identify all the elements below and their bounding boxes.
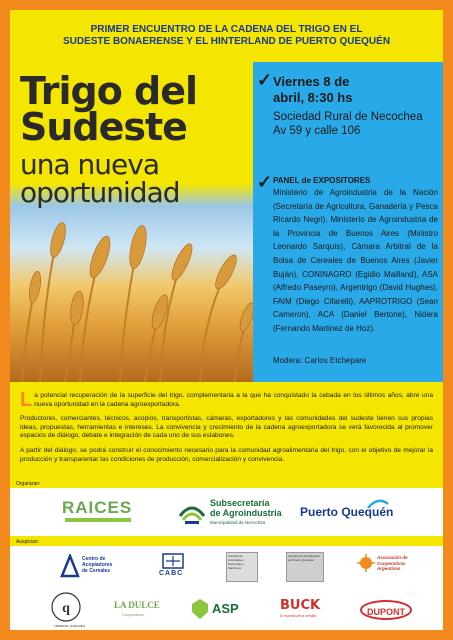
poster (10, 10, 443, 630)
buck-logo: BUCK (280, 598, 321, 613)
hero-section (10, 62, 443, 382)
event-place-line-2: Av 59 y calle 106 (273, 125, 361, 137)
cabc-emblem-icon (162, 553, 184, 569)
intro-paragraph-3: A partir del diálogo, se podrá construir el conocimiento necesario para la comunidad agroalimentaria del trigo, con el objetivo de mejorar la producción y transparentar las condiciones de producción, comercialización y convivencia. (20, 446, 433, 463)
panel-title: PANEL de EXPOSITORES (273, 176, 371, 185)
header-line-1: PRIMER ENCUENTRO DE LA CADENA DEL TRIGO EN EL (90, 24, 363, 35)
raices-logo: RAICES (62, 498, 133, 517)
event-place-line-1: Sociedad Rural de Necochea (273, 111, 423, 123)
drop-cap: L (20, 389, 33, 411)
subsecretaria-subtitle: Municipalidad de Necochea (210, 520, 266, 525)
la-dulce-subtitle: Cooperativa (122, 612, 144, 617)
hero-image-panel (10, 62, 253, 382)
asp-logo: ASP (212, 601, 239, 616)
dupont-logo: DUPONT (360, 600, 412, 620)
wheat-field-image (10, 212, 253, 382)
cooperativas-text: Asociación de Cooperativas Argentinas (377, 555, 408, 571)
intro-text (10, 382, 443, 480)
camara-actividades-logo: Cámara de Actividades Portuarias y Marítimas (226, 552, 258, 582)
poster-header (10, 10, 443, 62)
centro-acopiadores-icon (60, 554, 80, 578)
camara-prestadores-logo: Cámara de Prestadores de Puerto Quequén (286, 552, 324, 582)
checkmark-icon: ✓ (257, 70, 273, 90)
buck-tagline: El espíritu de la semilla (280, 614, 316, 618)
event-date-line-1: Viernes 8 de (273, 74, 350, 89)
terminal-quequen-text: TERMINAL QUEQUÉN (54, 624, 86, 628)
title-line-1: Trigo del (20, 69, 198, 113)
intro-paragraph-1: La potencial recuperación de la superficie del trigo, complementaria a la que ha conquistado la cebada en los últimos años, abre una nueva oportunidad en la cadena agroexportadora. (20, 389, 433, 411)
checkmark-icon: ✓ (257, 172, 273, 192)
svg-text:q: q (62, 601, 70, 616)
raices-underline (65, 518, 131, 522)
wave-icon (367, 498, 389, 510)
centro-acopiadores-text: Centro de Acopiadores de Cereales (82, 556, 113, 574)
subsecretaria-logo-icon (177, 496, 207, 526)
intro-paragraph-2: Productores, comerciantes, técnicos, acopios, transportistas, cámaras, exportadores y las comunidades del sudeste tienen sus propias ideas, propuestas, herramientas e intereses. La convivencia y crecimiento de la cadena agroexportadora se verá favorecida al promover espacios de diálogo, debate e integración de cada uno de sus eslabones. (20, 415, 433, 440)
event-date (273, 74, 438, 106)
puerto-quequen-logo: Puerto Quequén (300, 505, 394, 519)
title-line-3: una nueva (20, 148, 159, 181)
title-line-4: oportunidad (20, 176, 180, 209)
cooperativas-sun-icon (357, 554, 375, 572)
event-date-line-2: abril, 8:30 hs (273, 90, 353, 105)
organizers-label: Organizan: (16, 481, 41, 487)
header-line-2: SUDESTE BONAERENSE Y EL HINTERLAND DE PUERTO QUEQUÉN (62, 36, 391, 47)
organizers-strip (10, 488, 443, 536)
sponsors-strip (10, 546, 443, 630)
title-line-2: Sudeste (20, 105, 187, 149)
cabc-logo: CABC (159, 570, 184, 577)
la-dulce-logo: LA DULCE (114, 600, 160, 610)
asp-emblem-icon (190, 598, 210, 620)
sponsors-label: Auspician: (16, 539, 40, 545)
event-place (273, 110, 438, 138)
subsecretaria-title: Subsecretaría de Agroindustria (210, 498, 282, 518)
terminal-quequen-logo-icon (50, 590, 82, 624)
panel-body: Ministerio de Agroindustria de la Nación (Secretaría de Agricultura, Ganadería y Pesca Ricardo Negri), Ministerio de Agroindustria de la Provincia de Buenos Aires (Ministro Leonardo Sarquís), Cámara Arbitral de la Bolsa de Cereales de Buenos Aires (Javier Buján), CONINAGRO (Egidio Mailland), ASA (Alfredo Paseyro), Argentrigo (David Hughes), FAIM (Diego Cifarelli), AAPROTRIGO (Sean Cameron), ACA (Daniel Bertone), Nidera (Fernando Martinez de Hoz). (273, 188, 438, 333)
moderator: Modera: Carlos Etchepare (273, 356, 367, 365)
